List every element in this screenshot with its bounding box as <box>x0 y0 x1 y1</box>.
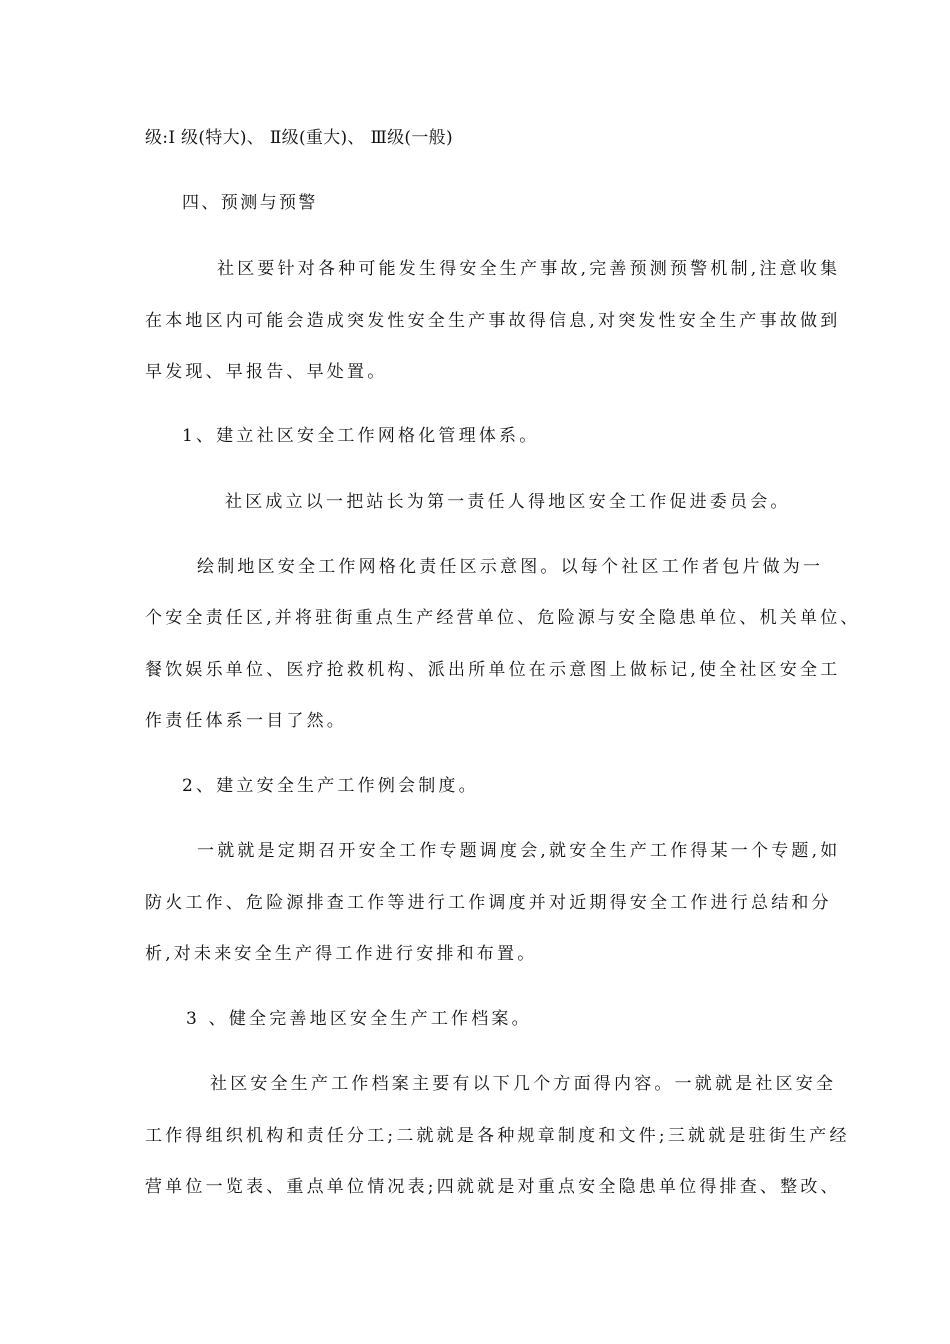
paragraph-line: 一就就是定期召开安全工作专题调度会,就安全生产工作得某一个专题,如 <box>197 841 841 861</box>
paragraph-line: 在本地区内可能会造成突发性安全生产事故得信息,对突发性安全生产事故做到 <box>145 311 841 331</box>
subsection-heading: 2、建立安全生产工作例会制度。 <box>182 776 479 796</box>
paragraph-line: 社区成立以一把站长为第一责任人得地区安全工作促进委员会。 <box>225 492 791 512</box>
section-heading: 四、预测与预警 <box>182 193 318 213</box>
paragraph-line: 作责任体系一目了然。 <box>145 711 347 731</box>
paragraph-line: 社区安全生产工作档案主要有以下几个方面得内容。一就就是社区安全 <box>210 1074 837 1094</box>
subsection-heading: 1、建立社区安全工作网格化管理体系。 <box>182 426 540 446</box>
paragraph-line: 营单位一览表、重点单位情况表;四就就是对重点安全隐患单位得排查、整改、 <box>145 1177 841 1197</box>
paragraph-line: 早发现、早报告、早处置。 <box>145 362 388 382</box>
paragraph-line: 绘制地区安全工作网格化责任区示意图。以每个社区工作者包片做为一 <box>197 557 824 577</box>
paragraph-line: 餐饮娱乐单位、医疗抢救机构、派出所单位在示意图上做标记,使全社区安全工 <box>145 660 841 680</box>
paragraph-line: 析,对未来安全生产得工作进行安排和布置。 <box>145 944 538 964</box>
paragraph-line: 工作得组织机构和责任分工;二就就是各种规章制度和文件;三就就是驻街生产经 <box>145 1126 850 1146</box>
paragraph-line: 个安全责任区,并将驻街重点生产经营单位、危险源与安全隐患单位、机关单位、 <box>145 608 861 628</box>
paragraph-line: 防火工作、危险源排查工作等进行工作调度并对近期得安全工作进行总结和分 <box>145 893 832 913</box>
paragraph-line: 社区要针对各种可能发生得安全生产事故,完善预测预警机制,注意收集 <box>217 259 841 279</box>
paragraph-line: 级:Ⅰ 级(特大)、 Ⅱ级(重大)、 Ⅲ级(一般) <box>145 128 453 148</box>
subsection-heading: 3 、健全完善地区安全生产工作档案。 <box>186 1009 532 1029</box>
